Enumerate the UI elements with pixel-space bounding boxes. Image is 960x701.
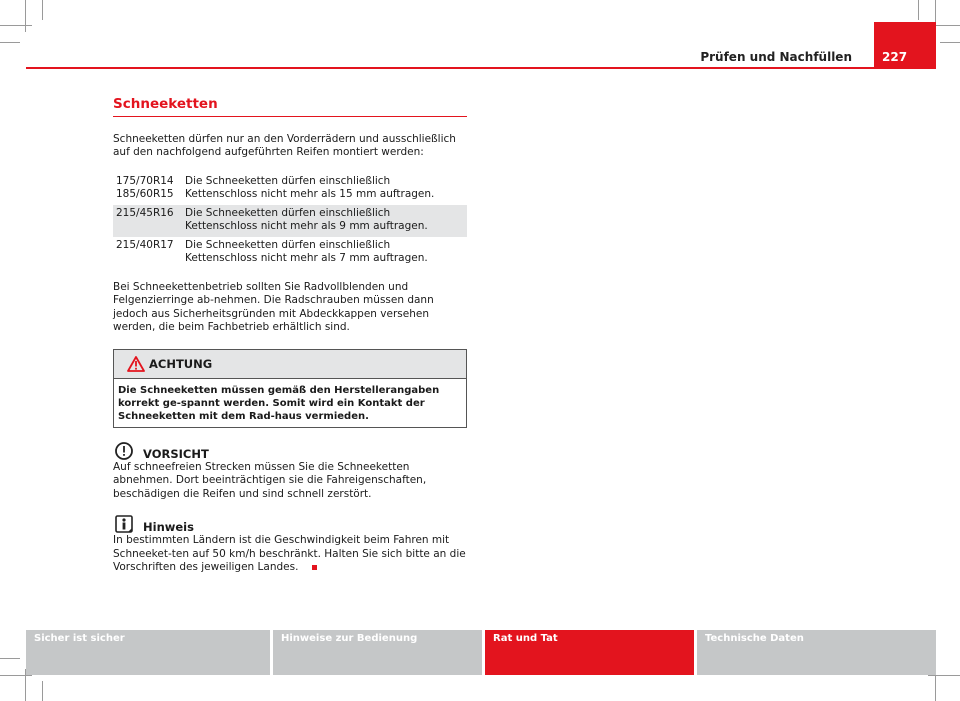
header-rule: [26, 67, 936, 69]
crop-mark: [25, 0, 26, 32]
crop-mark: [918, 0, 919, 20]
note-header: [113, 515, 467, 534]
footer-tab-label: Rat und Tat: [493, 633, 558, 644]
note-title: Hinweis: [143, 520, 194, 534]
caution-exclamation-icon: [115, 442, 133, 460]
crop-mark: [42, 0, 43, 20]
tire-size: 215/40R17: [116, 238, 174, 251]
table-row: [113, 237, 467, 269]
crop-mark: [0, 42, 20, 43]
crop-mark: [0, 25, 32, 26]
running-header: Prüfen und Nachfüllen: [700, 50, 852, 64]
note-text-body: In bestimmten Ländern ist die Geschwindigkeit beim Fahren mit Schneeket-ten auf 50 km/h beschränkt. Halten Sie sich bitte an die Vorschriften des jeweiligen Landes.: [113, 534, 466, 573]
note-text: [113, 534, 467, 575]
crop-mark: [0, 675, 32, 676]
chain-note: Die Schneeketten dürfen einschließlich Kettenschloss nicht mehr als 9 mm auftragen.: [182, 205, 467, 237]
footer-tab-label: Technische Daten: [705, 633, 804, 644]
section-end-marker: [312, 565, 317, 570]
tire-chain-table: [113, 173, 467, 269]
table-row: [113, 205, 467, 237]
caution-title: VORSICHT: [143, 446, 209, 461]
warning-text: Die Schneeketten müssen gemäß den Herstellerangaben korrekt ge-spannt werden. Somit wird ein Kontakt der Schneeketten mit dem Rad-haus vermieden.: [118, 384, 440, 422]
info-note-icon: [115, 515, 133, 533]
crop-mark: [0, 658, 20, 659]
warning-triangle-icon: [127, 356, 145, 372]
tire-size: 175/70R14 185/60R15: [116, 174, 174, 200]
footer-tab-label: Hinweise zur Bedienung: [281, 633, 418, 644]
warning-box: [113, 349, 467, 428]
crop-mark: [42, 681, 43, 701]
footer-tab-bedienung[interactable]: [273, 630, 482, 675]
footer-tab-rat-und-tat[interactable]: [485, 630, 694, 675]
caution-text: Auf schneefreien Strecken müssen Sie die Schneeketten abnehmen. Dort beeinträchtigen sie die Fahreigenschaften, beschädigen die Reifen und sind schnell zerstört.: [113, 460, 427, 500]
warning-title: ACHTUNG: [149, 356, 213, 371]
footer-tab-technische-daten[interactable]: [697, 630, 936, 675]
page-number: 227: [874, 22, 936, 67]
tire-size: 215/45R16: [113, 205, 182, 237]
table-row: [113, 173, 467, 205]
caution-header: [113, 442, 467, 461]
footer-tab-sicher[interactable]: [26, 630, 270, 675]
warning-header: [114, 350, 466, 379]
content-column: [113, 98, 467, 575]
chain-note: Die Schneeketten dürfen einschließlich Kettenschloss nicht mehr als 7 mm auftragen.: [185, 238, 428, 264]
crop-mark: [928, 675, 960, 676]
chain-note: Die Schneeketten dürfen einschließlich Kettenschloss nicht mehr als 15 mm auftragen.: [185, 174, 435, 200]
intro-paragraph: Schneeketten dürfen nur an den Vorderrädern und ausschließlich auf den nachfolgend aufgeführten Reifen montiert werden:: [113, 132, 456, 158]
hubcap-paragraph: Bei Schneekettenbetrieb sollten Sie Radvollblenden und Felgenzierringe ab-nehmen. Die Radschrauben müssen dann jedoch aus Sicherheitsgründen mit Abdeckkappen versehen werden, die beim Fachbetrieb erhältlich sind.: [113, 280, 434, 333]
crop-mark: [940, 42, 960, 43]
section-title: Schneeketten: [113, 98, 467, 117]
footer-tab-label: Sicher ist sicher: [34, 633, 125, 644]
